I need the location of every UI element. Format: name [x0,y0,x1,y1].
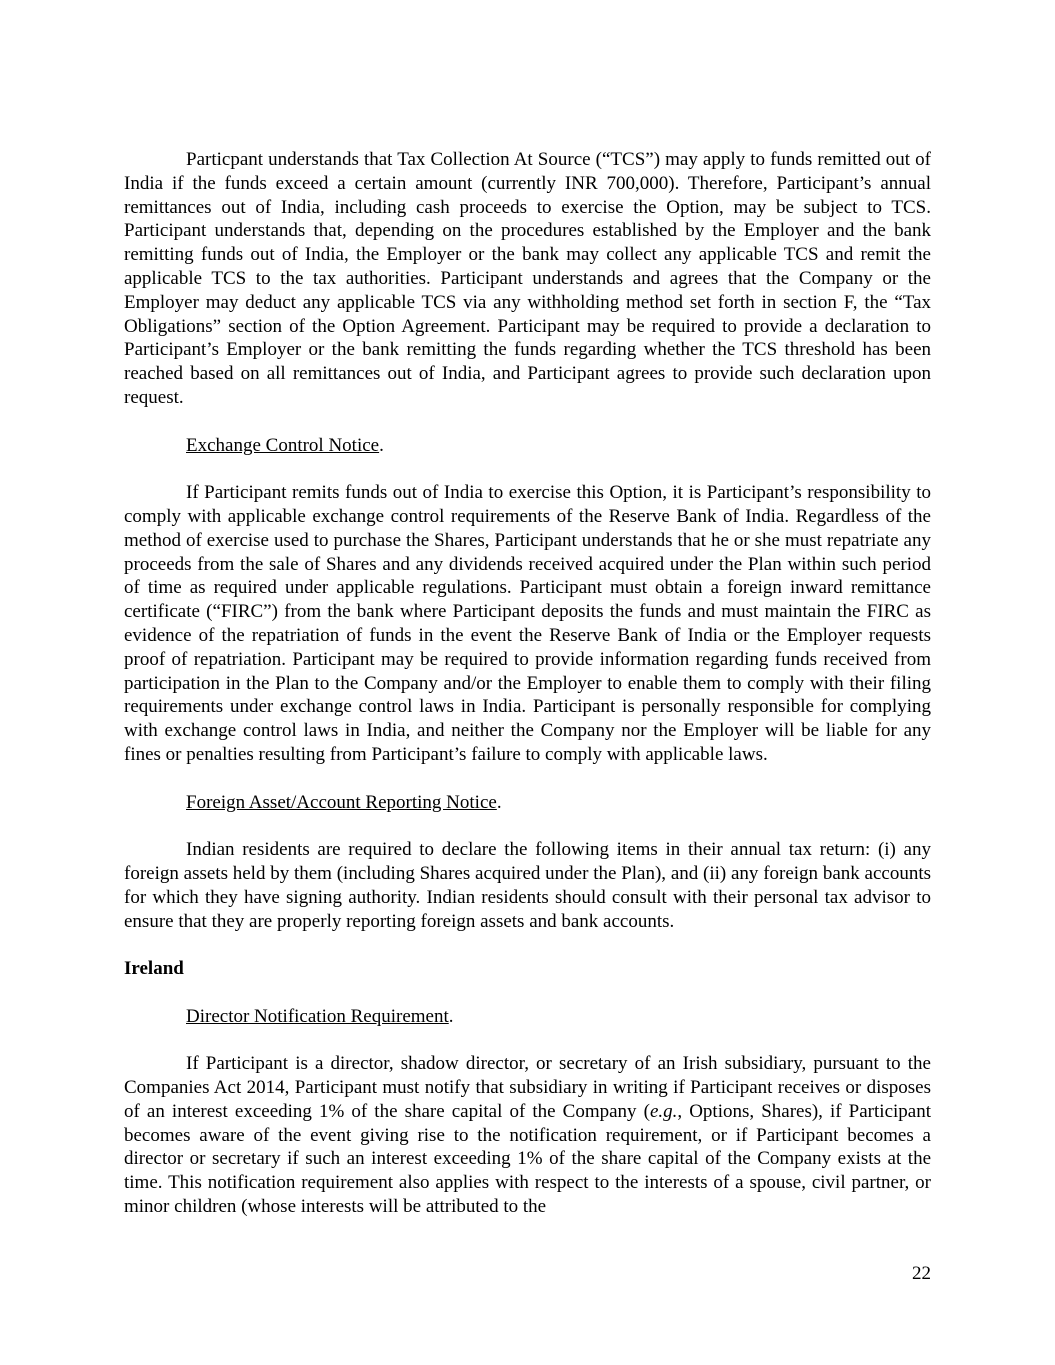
exchange-control-heading [124,434,931,458]
director-notification-heading-text: Director Notification Requirement [186,1005,449,1027]
country-heading-ireland: Ireland [124,958,184,980]
director-text-part2: , Options, Shares), if Participant becomes aware of the event giving rise to the notification requirement, or if Participant becomes a director or secretary if such an interest exceeding 1% of the share capital of the Company exists at the time. This notification requirement also applies with respect to the interests of a spouse, civil partner, or minor children (whose interests will be attributed to the [124,1100,931,1218]
document-body [124,148,931,1243]
page-number: 22 [912,1263,931,1284]
tcs-paragraph: Particpant understands that Tax Collection At Source (“TCS”) may apply to funds remitted out of India if the funds exceed a certain amount (currently INR 700,000). Therefore, Participant’s annual remittances out of India, including cash proceeds to exercise the Option, may be subject to TCS. Participant understands that, depending on the procedures established by the Employer and the bank remitting funds out of India, the Employer or the bank may collect any applicable TCS and remit the applicable TCS to the tax authorities. Participant understands and agrees that the Company or the Employer may deduct any applicable TCS via any withholding method set forth in section F, the “Tax Obligations” section of the Option Agreement. Participant may be required to provide a declaration to Participant’s Employer or the bank remitting the funds regarding whether the TCS threshold has been reached based on all remittances out of India, and Participant agrees to provide such declaration upon request. [124,149,931,408]
heading-period: . [379,434,384,456]
foreign-asset-paragraph: Indian residents are required to declare the following items in their annual tax return: (i) any foreign assets held by them (including Shares acquired under the Plan), and (ii) any foreign bank accounts for which they have signing authority. Indian residents should consult with their personal tax advisor to ensure that they are properly reporting foreign assets and bank accounts. [124,839,931,932]
heading-period: . [496,791,502,813]
heading-period: . [448,1005,454,1027]
director-notification-heading [124,1005,931,1029]
director-notification-paragraph [124,1052,931,1219]
exchange-control-heading-text: Exchange Control Notice [186,434,380,456]
foreign-asset-heading-text: Foreign Asset/Account Reporting Notice [186,791,497,813]
foreign-asset-heading [124,791,931,815]
director-text-eg: e.g. [649,1100,678,1122]
director-text-part1: If Participant is a director, shadow director, or secretary of an Irish subsidiary, pursuant to the Companies Act 2014, Participant must notify that subsidiary in writing if Participant receives or disposes of an interest exceeding 1% of the share capital of the Company ( [124,1053,931,1122]
exchange-control-paragraph: If Participant remits funds out of India to exercise this Option, it is Participant’s responsibility to comply with applicable exchange control requirements of the Reserve Bank of India. Regardless of the method of exercise used to purchase the Shares, Participant understands that he or she must repatriate any proceeds from the sale of Shares and any dividends received acquired under the Plan within such period of time as required under applicable regulations. Participant must obtain a foreign inward remittance certificate (“FIRC”) from the bank where Participant deposits the funds and must maintain the FIRC as evidence of the repatriation of funds in the event the Reserve Bank of India or the Employer requests proof of repatriation. Participant may be required to provide information regarding funds received from participation in the Plan to the Company and/or the Employer to enable them to comply with their filing requirements under exchange control laws in India. Participant is personally responsible for complying with exchange control laws in India, and neither the Company nor the Employer will be liable for any fines or penalties resulting from Participant’s failure to comply with applicable laws. [124,482,931,765]
